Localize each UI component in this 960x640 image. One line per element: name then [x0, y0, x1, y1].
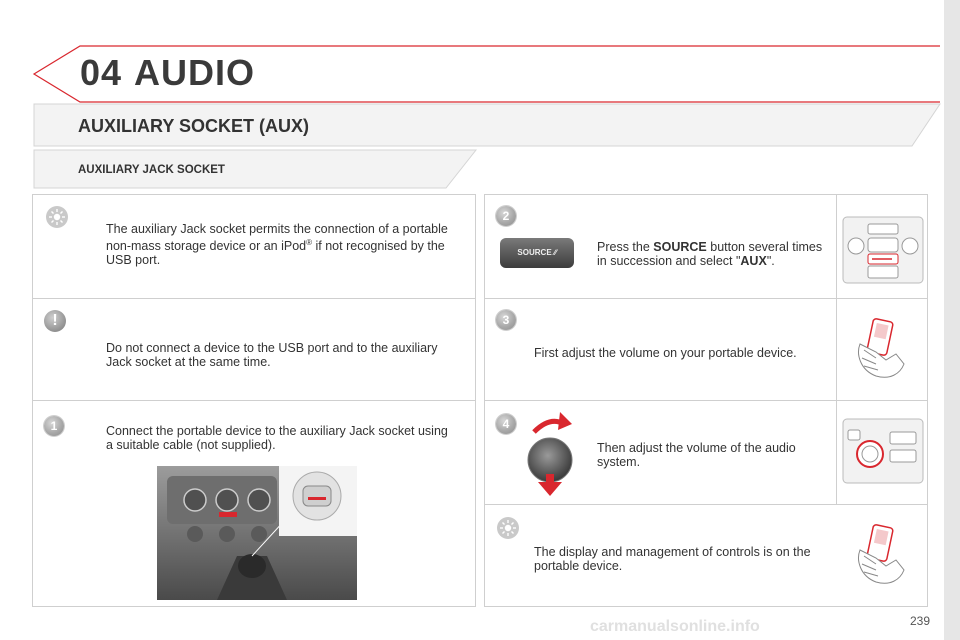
subsection-title: AUXILIARY JACK SOCKET — [78, 164, 225, 176]
info-text-right: The display and management of controls is on the portable device. — [534, 545, 811, 573]
step-2-badge: 2 — [496, 206, 516, 226]
console-jack-illustration — [157, 466, 357, 600]
step-1-badge: 1 — [44, 416, 64, 436]
watermark: carmanualsonline.info — [590, 618, 760, 635]
right-column-divider — [836, 194, 837, 504]
source-button-illustration: SOURCE ∕∕ — [500, 238, 574, 268]
radio-knob-panel-illustration — [842, 418, 924, 484]
page-number: 239 — [910, 614, 931, 628]
step-2-text: Press the SOURCE button several times in succession and select "AUX". — [597, 240, 823, 268]
step-4-badge: 4 — [496, 414, 516, 434]
radio-panel-illustration — [842, 216, 924, 284]
chapter-title: AUDIO — [134, 52, 255, 93]
portable-device-hand-icon — [846, 520, 918, 592]
right-divider-2 — [484, 400, 928, 401]
section-title: AUXILIARY SOCKET (AUX) — [78, 116, 310, 136]
volume-knob-illustration — [520, 408, 580, 496]
right-divider-1 — [484, 298, 928, 299]
sun-info-icon — [496, 516, 520, 540]
step-3-badge: 3 — [496, 310, 516, 330]
step-4-text: Then adjust the volume of the audio system. — [597, 441, 796, 469]
warning-text: Do not connect a device to the USB port and to the auxiliary Jack socket at the same time. — [106, 341, 438, 369]
step-3-text: First adjust the volume on your portable device. — [534, 346, 797, 360]
portable-device-hand-icon — [846, 314, 918, 384]
sun-info-icon — [45, 205, 69, 229]
left-divider-2 — [32, 400, 476, 401]
exclamation-icon: ! — [44, 310, 66, 332]
chapter-number: 04 — [80, 52, 123, 93]
step-1-text: Connect the portable device to the auxiliary Jack socket using a suitable cable (not supplied). — [106, 424, 448, 452]
info-text-left: The auxiliary Jack socket permits the connection of a portable non-mass storage device or an iPod® if not recognised by the USB port. — [106, 222, 448, 268]
left-divider-1 — [32, 298, 476, 299]
right-divider-3 — [484, 504, 928, 505]
